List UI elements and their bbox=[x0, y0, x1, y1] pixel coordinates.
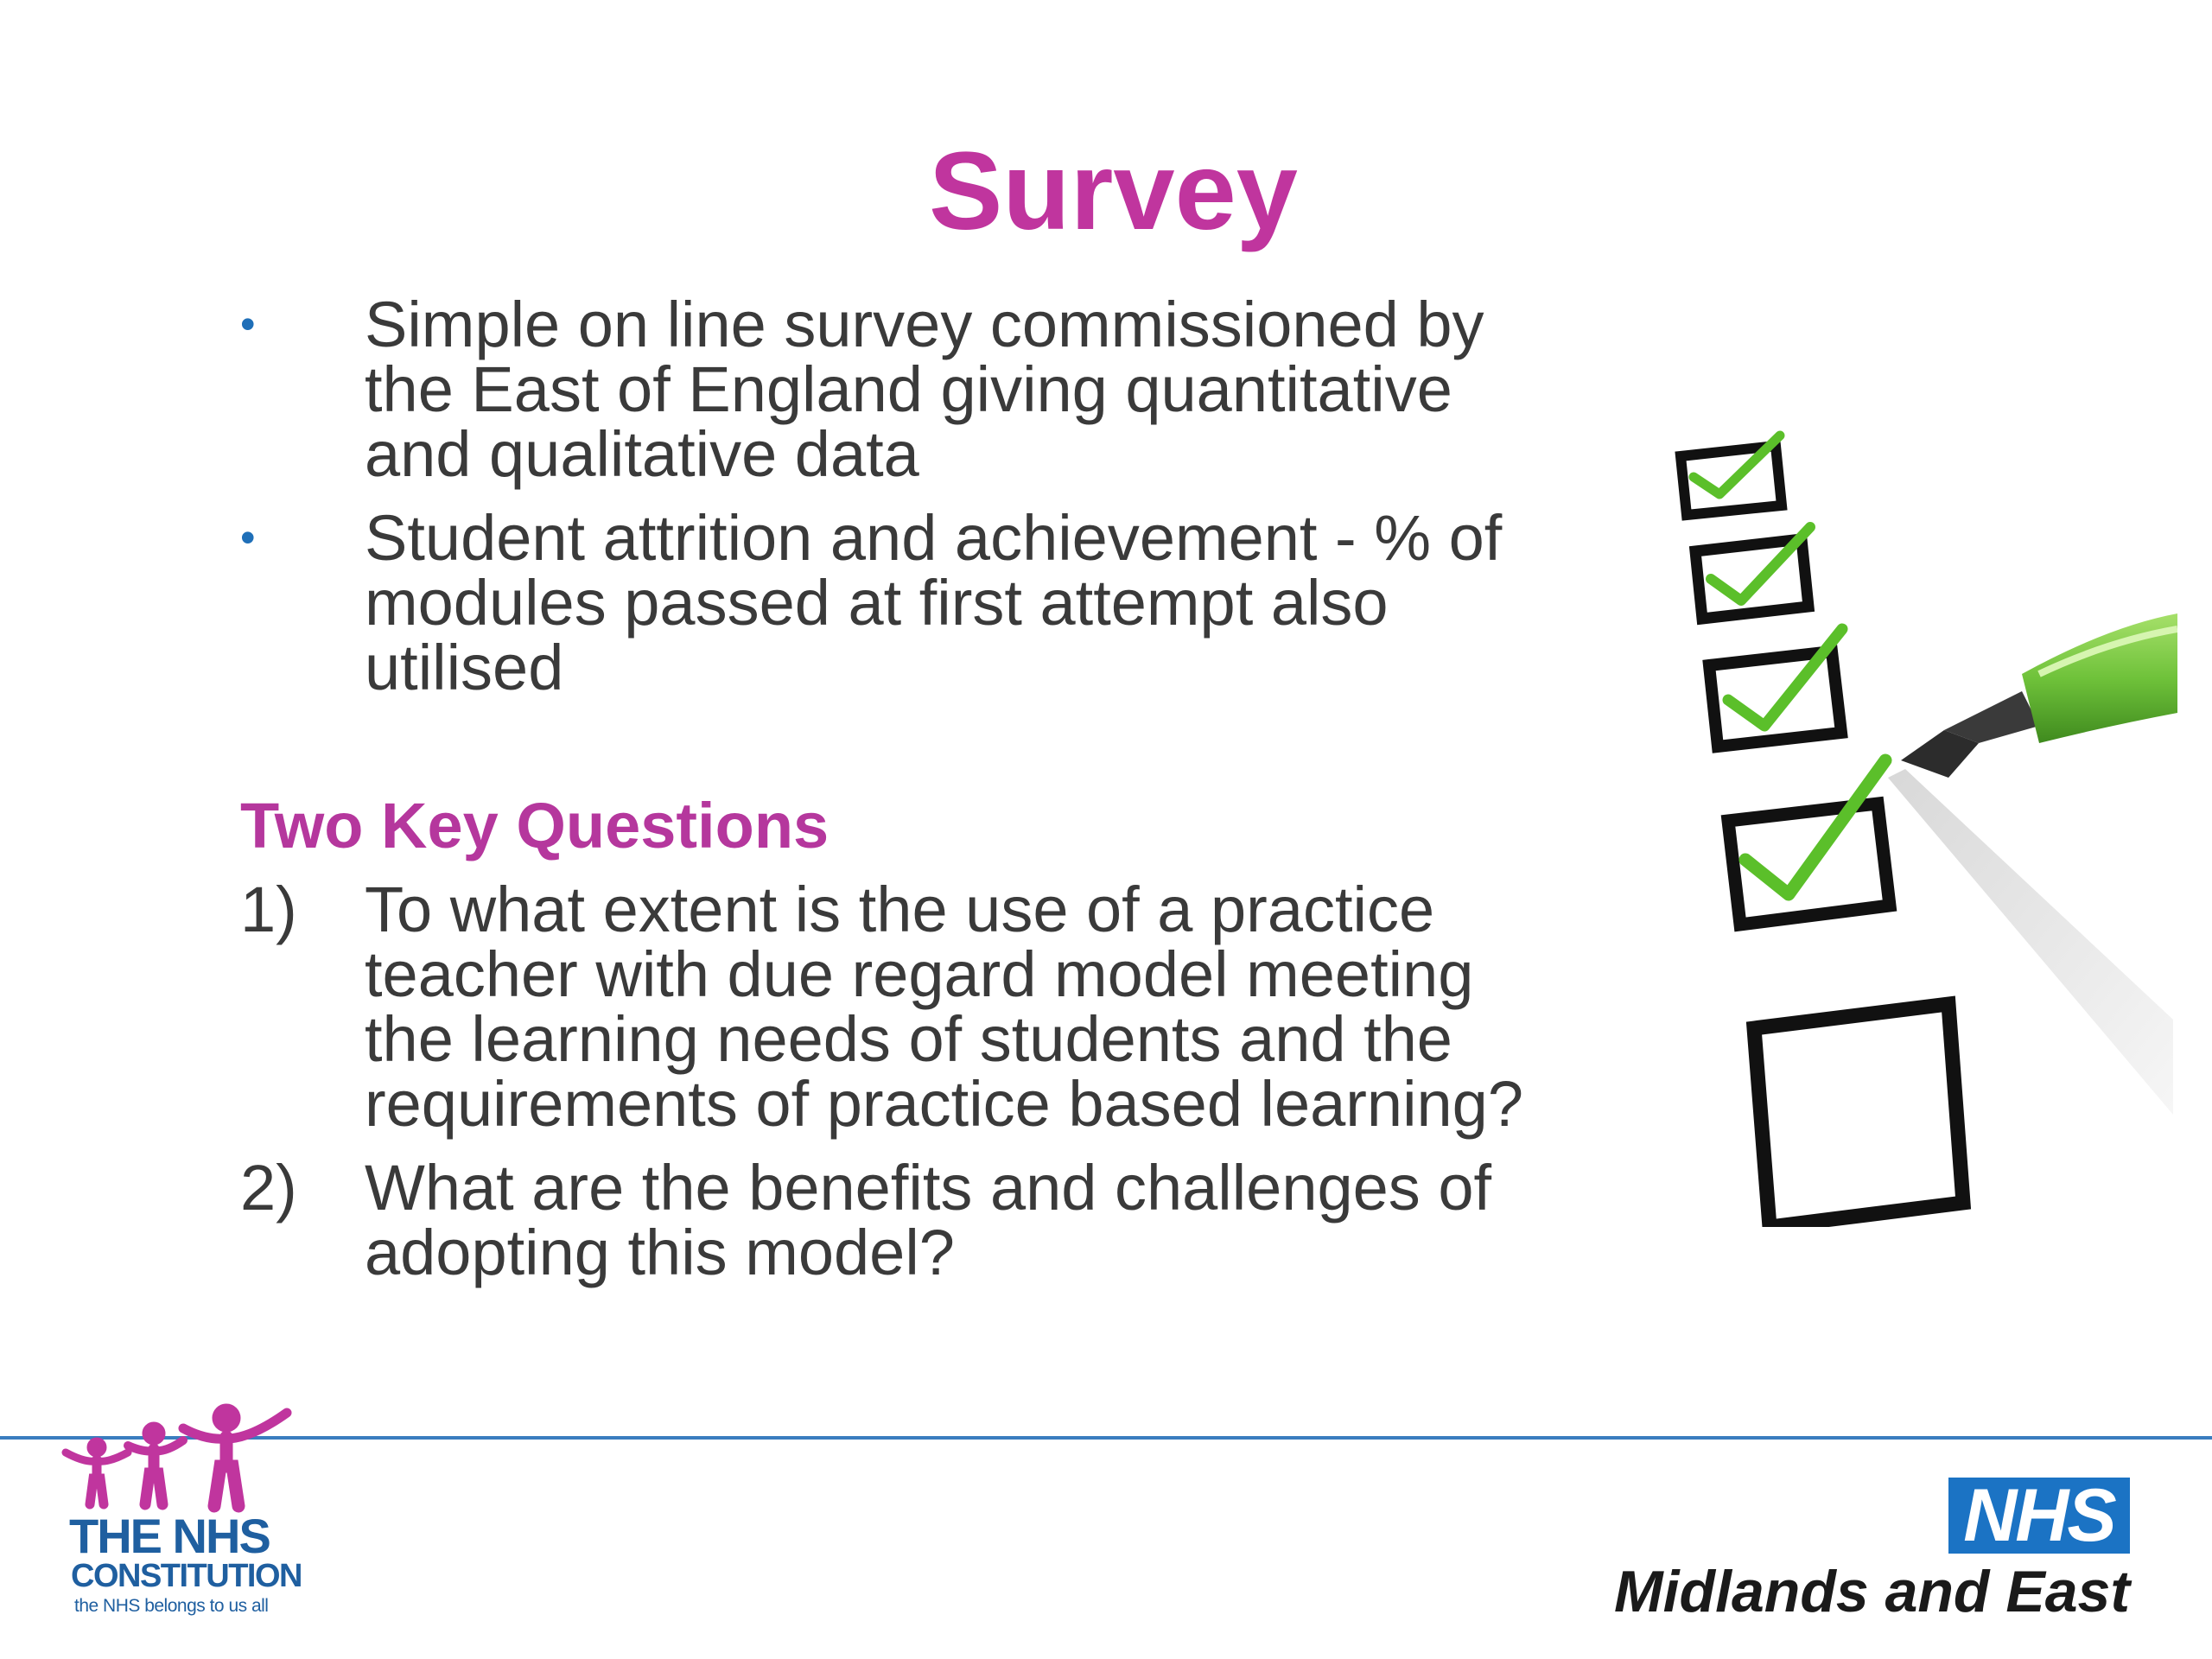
nhs-logo: NHS bbox=[1948, 1478, 2130, 1554]
checkmark-4-icon bbox=[1745, 760, 1885, 894]
question-text: To what extent is the use of a practice teacher with due regard model meeting the learning needs of students and the requirements of practice based learning? bbox=[365, 874, 1523, 1140]
family-figures-icon bbox=[60, 1395, 294, 1516]
green-pen-icon bbox=[1901, 613, 2177, 778]
question-number: 2) bbox=[240, 1152, 297, 1224]
question-item bbox=[240, 1152, 1554, 1288]
checkmark-2-icon bbox=[1711, 527, 1810, 601]
checkbox-5-icon bbox=[1754, 1004, 1963, 1227]
bullet-text: Student attrition and achievement - % of modules passed at first attempt also utilised bbox=[365, 502, 1503, 703]
slide-body bbox=[240, 289, 1554, 1288]
constitution-subtitle: CONSTITUTION bbox=[71, 1558, 302, 1594]
slide-title: Survey bbox=[929, 130, 1298, 253]
bullet-dot-icon: • bbox=[240, 300, 256, 348]
checklist-illustration bbox=[1659, 415, 2177, 1227]
constitution-title: THE NHS bbox=[69, 1509, 270, 1563]
region-name: Midlands and East bbox=[1614, 1559, 2130, 1624]
question-list bbox=[240, 874, 1554, 1288]
bullet-item bbox=[240, 502, 1554, 703]
nhs-constitution-logo bbox=[60, 1395, 311, 1620]
section-subheading: Two Key Questions bbox=[240, 790, 830, 861]
bullet-text: Simple on line survey commissioned by the East of England giving quantitative and qualitative data bbox=[365, 289, 1484, 490]
bullet-item bbox=[240, 289, 1554, 490]
bullet-dot-icon: • bbox=[240, 513, 256, 562]
bullet-list bbox=[240, 289, 1554, 703]
checkmark-3-icon bbox=[1728, 629, 1842, 726]
constitution-tagline: the NHS belongs to us all bbox=[74, 1596, 269, 1616]
question-text: What are the benefits and challenges of adopting this model? bbox=[365, 1152, 1492, 1288]
pen-shadow bbox=[1888, 769, 2173, 1115]
checkmark-1-icon bbox=[1694, 435, 1780, 494]
footer-divider bbox=[0, 1436, 2212, 1440]
question-number: 1) bbox=[240, 874, 297, 945]
question-item bbox=[240, 874, 1554, 1140]
